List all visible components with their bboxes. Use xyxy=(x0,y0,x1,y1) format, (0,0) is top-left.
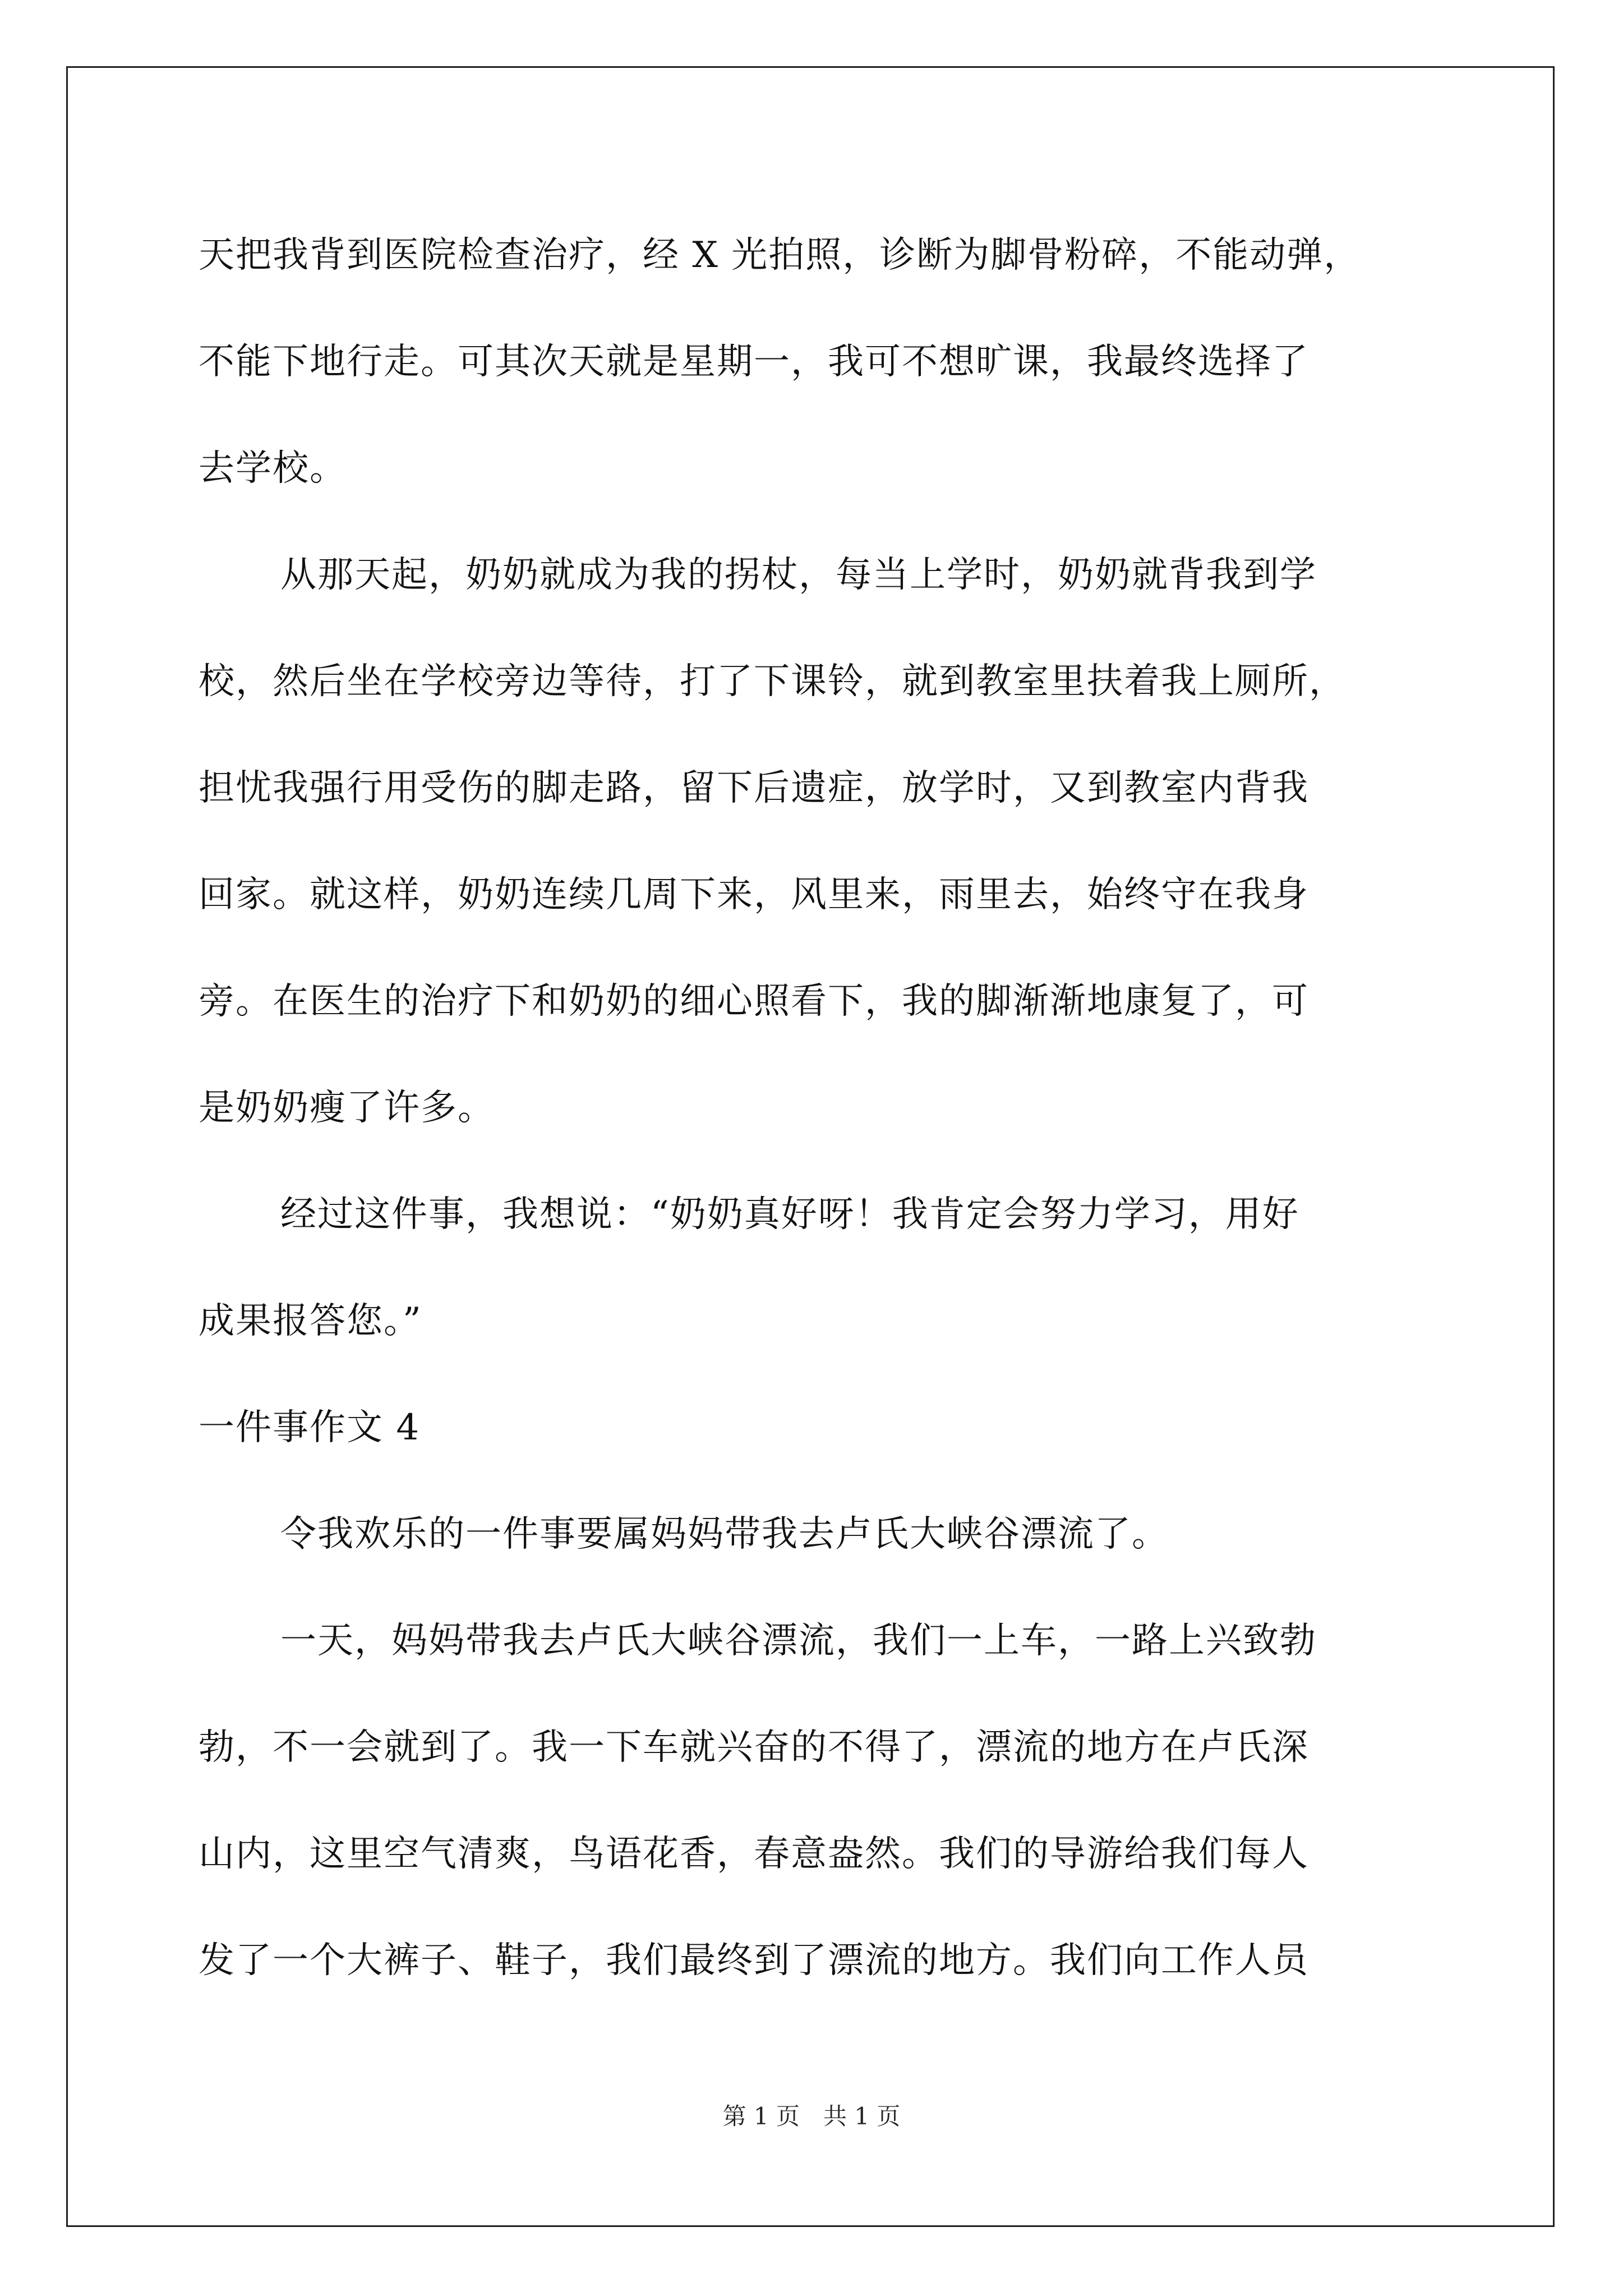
text-line: 发了一个大裤子、鞋子，我们最终到了漂流的地方。我们向工作人员 xyxy=(199,1940,1309,1981)
text-line: 成果报答您。” xyxy=(199,1300,422,1342)
text-line: 勃，不一会就到了。我一下车就兴奋的不得了，漂流的地方在卢氏深 xyxy=(199,1727,1309,1768)
text-line: 从那天起，奶奶就成为我的拐杖，每当上学时，奶奶就背我到学 xyxy=(280,554,1317,596)
paragraph xyxy=(199,1481,1427,1588)
text-line: 山内，这里空气清爽，鸟语花香，春意盎然。我们的导游给我们每人 xyxy=(199,1833,1309,1875)
text-line: 去学校。 xyxy=(199,448,347,489)
text-line: 经过这件事，我想说：“奶奶真好呀！我肯定会努力学习，用好 xyxy=(280,1194,1299,1235)
text-line: 回家。就这样，奶奶连续几周下来，风里来，雨里去，始终守在我身 xyxy=(199,874,1309,915)
text-line: 令我欢乐的一件事要属妈妈带我去卢氏大峡谷漂流了。 xyxy=(280,1513,1169,1555)
paragraph xyxy=(199,522,1427,1161)
text-line: 校，然后坐在学校旁边等待，打了下课铃，就到教室里扶着我上厕所， xyxy=(199,661,1346,702)
paragraph xyxy=(199,202,1427,522)
text-line: 担忧我强行用受伤的脚走路，留下后遗症，放学时，又到教室内背我 xyxy=(199,767,1309,809)
text-line: 是奶奶瘦了许多。 xyxy=(199,1087,495,1129)
text-line: 旁。在医生的治疗下和奶奶的细心照看下，我的脚渐渐地康复了，可 xyxy=(199,981,1309,1022)
page-footer: 第 1 页 共 1 页 xyxy=(722,2102,901,2130)
document-body xyxy=(199,202,1427,2014)
paragraph xyxy=(199,1588,1427,2014)
text-line: 一天，妈妈带我去卢氏大峡谷漂流，我们一上车，一路上兴致勃 xyxy=(280,1620,1317,1662)
text-line: 天把我背到医院检查治疗，经 X 光拍照，诊断为脚骨粉碎，不能动弹， xyxy=(199,234,1361,276)
text-line: 不能下地行走。可其次天就是星期一，我可不想旷课，我最终选择了 xyxy=(199,341,1309,383)
section-heading: 一件事作文 4 xyxy=(199,1407,421,1448)
paragraph xyxy=(199,1161,1427,1374)
